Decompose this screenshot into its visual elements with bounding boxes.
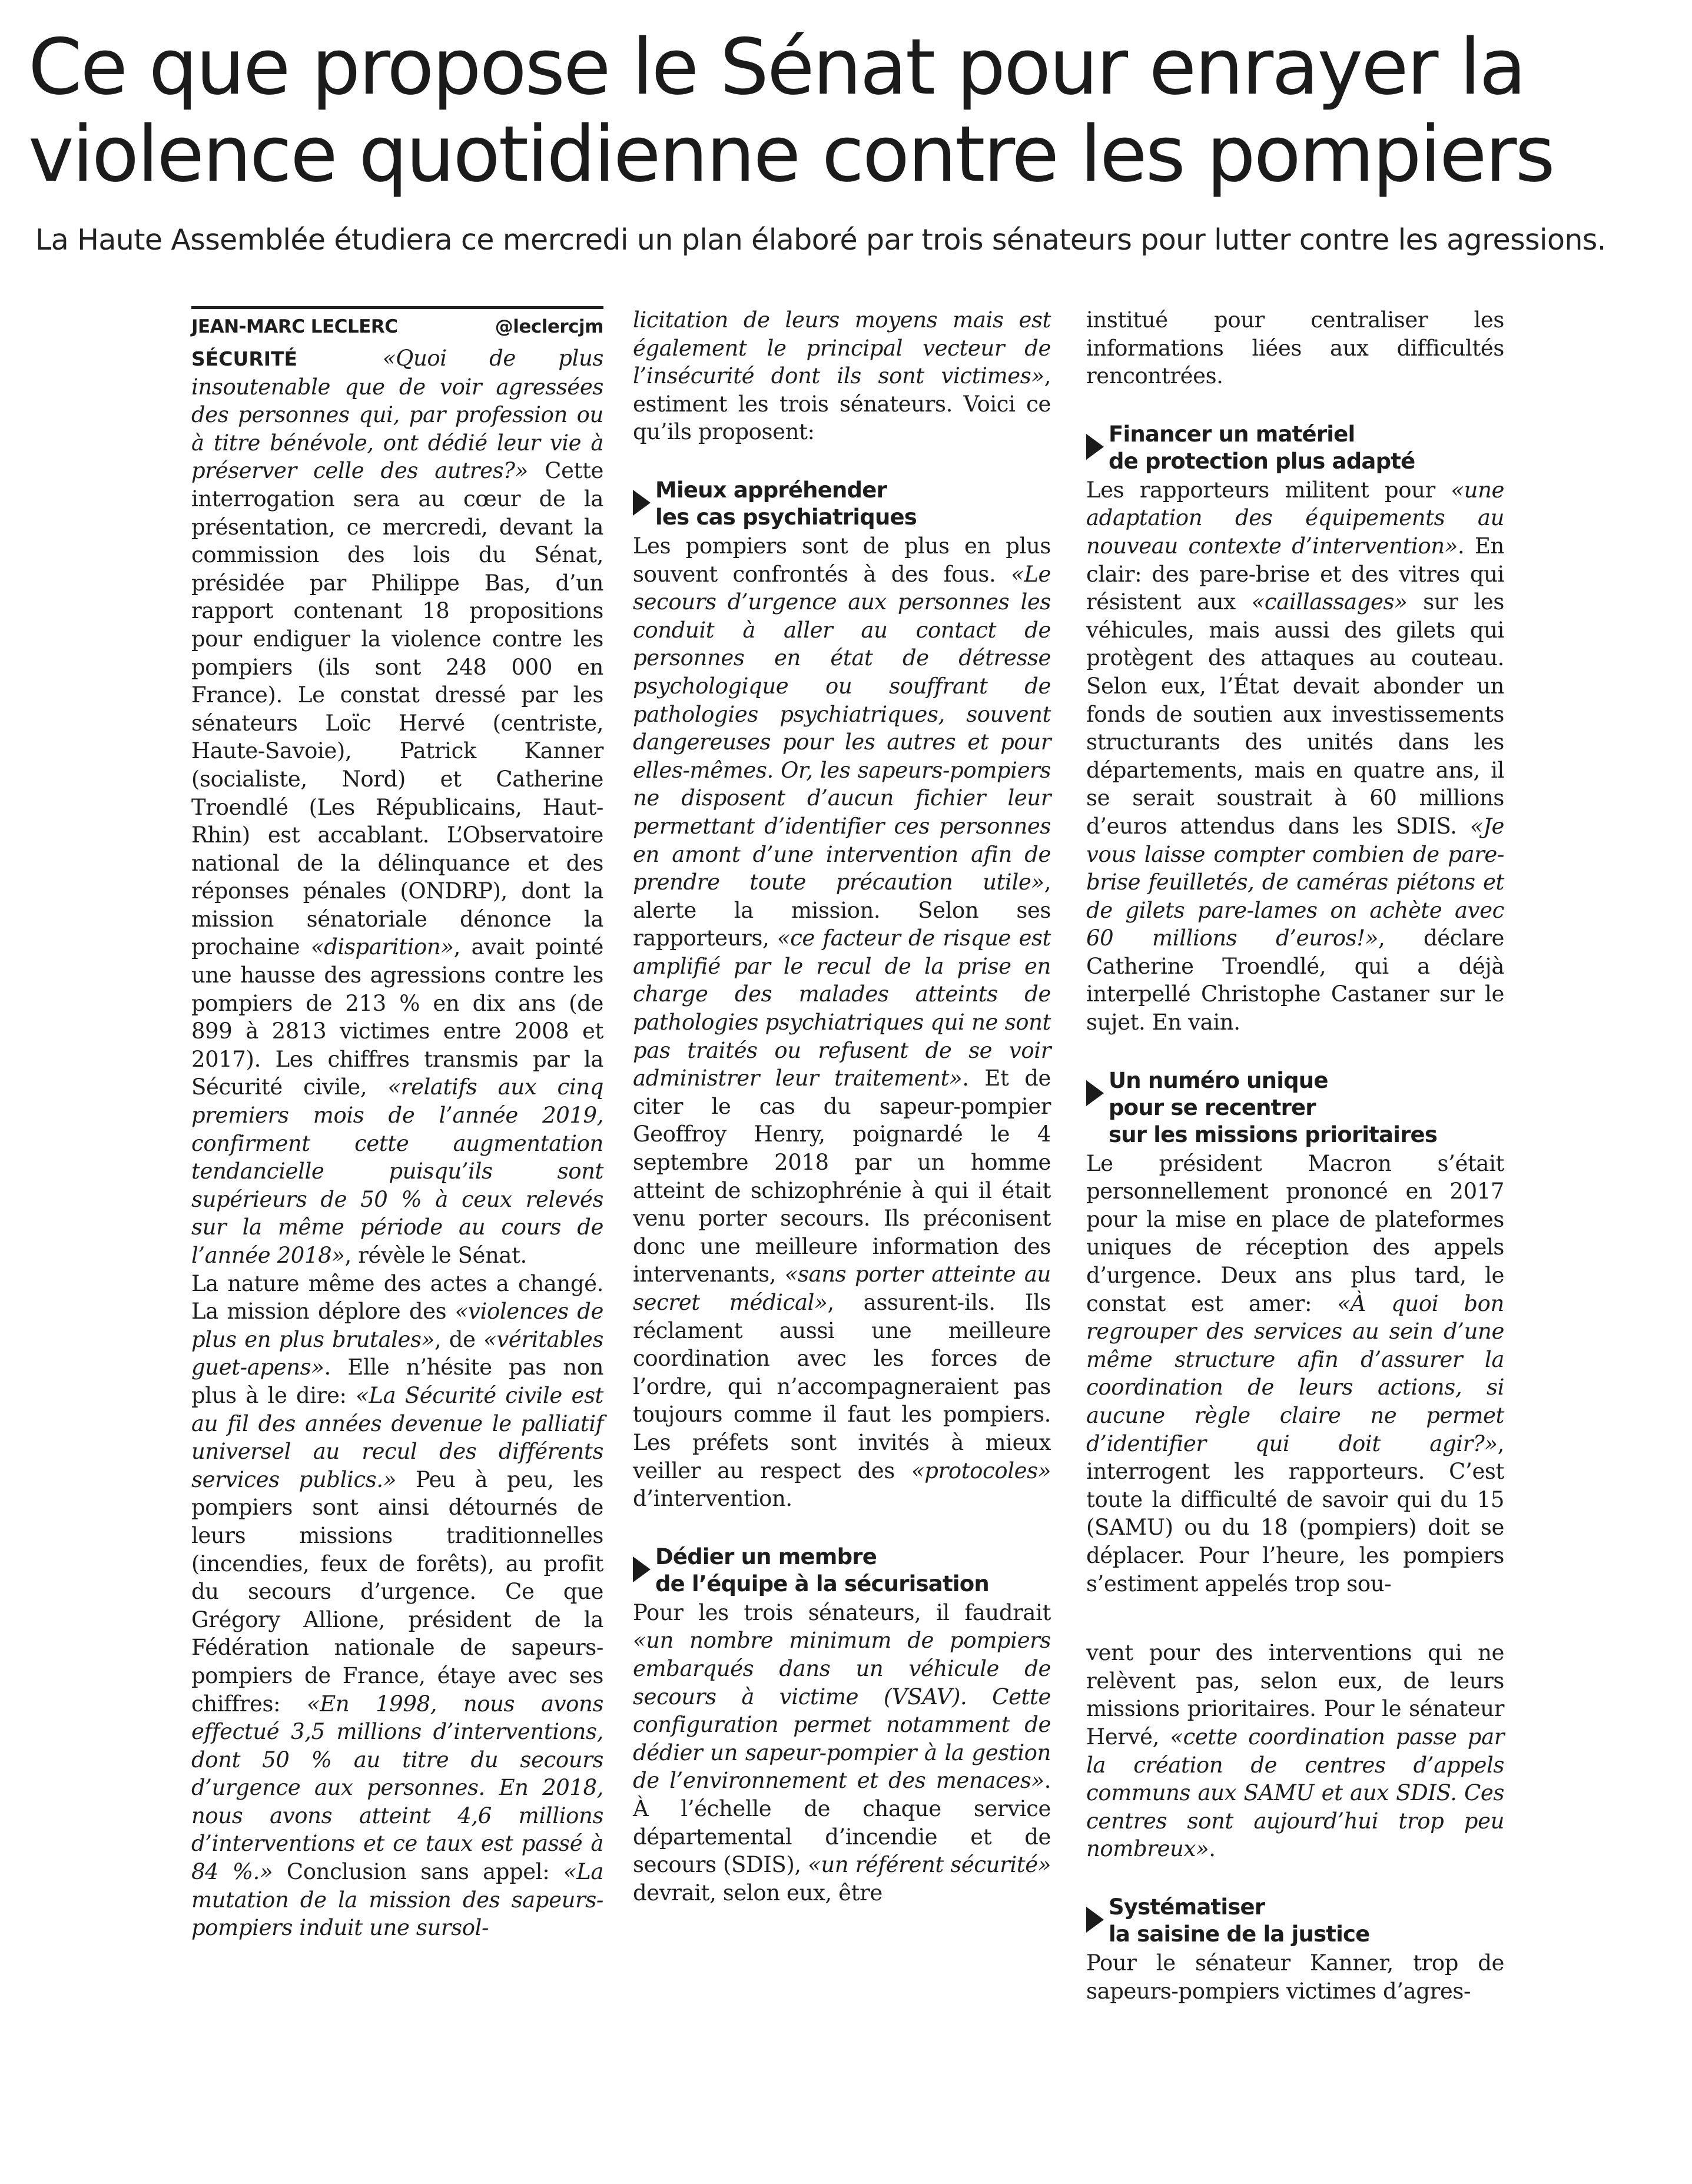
paragraph [1086, 1150, 1504, 1598]
text: , révèle le Sénat. [344, 1243, 527, 1268]
text: . À l’échelle de chaque service départemental d’incendie et de secours (SDIS), [633, 1768, 1051, 1878]
column-2 [633, 306, 1051, 1907]
section-title [655, 1544, 989, 1598]
quote: «En 1998, nous avons effectué 3,5 millions d’interventions, dont 50 % au titre du secours d’urgence aux personnes. En 2018, nous avons atteint 4,6 millions d’interventions et ce taux est passé à 84 %.» [191, 1691, 603, 1885]
text: Peu à peu, les pompiers sont ainsi détournés de leurs missions traditionnelles (incendies, feux de forêts), au profit du secours d’urgence. Ce que Grégory Allione, président de la Fédération nationale de sapeurs-pompiers de France, étaye avec ses chiffres: [191, 1466, 603, 1717]
triangle-bullet-icon [1086, 1080, 1104, 1106]
quote: «À quoi bon regrouper des services au sein d’une même structure afin d’assurer la coordination de leurs actions, si aucune règle claire ne permet d’identifier qui doit agir?» [1086, 1290, 1504, 1456]
quote: «un nombre minimum de pompiers embarqués dans un véhicule de secours à victime (VSAV). Cette configuration permet notamment de dédier un sapeur-pompier à la gestion de l’environnement et des menaces» [633, 1628, 1051, 1794]
section-heading [633, 477, 1051, 531]
paragraph [1086, 476, 1504, 1037]
headline-line-1: Ce que propose le Sénat pour enrayer la [28, 22, 1525, 112]
section-title-line: la saisine de la justice [1109, 1921, 1370, 1947]
paragraph [633, 1599, 1051, 1907]
section-title [655, 477, 917, 531]
section-title [1109, 1067, 1437, 1149]
text: , alerte la mission. Selon ses rapporteurs, [633, 869, 1051, 951]
section-title-line: les cas psychiatriques [655, 504, 917, 530]
quote: «sans porter atteinte au secret médical» [633, 1262, 1051, 1315]
text: , déclare Catherine Troendlé, qui a déjà interpellé Christophe Castaner sur le sujet. En vain. [1086, 925, 1504, 1035]
column-gap [1086, 1598, 1504, 1639]
quote: «relatifs aux cinq premiers mois de l’année 2019, confirment cette augmentation tendancielle puisqu’ils sont supérieurs de 50 % à ceux relevés sur la même période au cours de l’année 2018» [191, 1074, 603, 1268]
section-heading [633, 1544, 1051, 1598]
paragraph [633, 532, 1051, 1513]
section-heading [1086, 1067, 1504, 1149]
section-title-line: Un numéro unique [1109, 1067, 1328, 1093]
section-title-line: Systématiser [1109, 1894, 1265, 1920]
section-title-line: pour se recentrer [1109, 1094, 1316, 1120]
quote: «violences de plus en plus brutales» [191, 1299, 603, 1352]
text: . Elle n’hésite pas non plus à le dire: [191, 1355, 603, 1408]
author-handle: @leclercjm [495, 316, 603, 337]
triangle-bullet-icon [633, 490, 651, 516]
text: d’intervention. [633, 1486, 792, 1512]
quote: «protocoles» [911, 1458, 1051, 1483]
rubric-label: SÉCURITÉ [191, 347, 298, 370]
section-title [1109, 1894, 1369, 1948]
section-title-line: Financer un matériel [1109, 421, 1355, 447]
headline-line-2: violence quotidienne contre les pompiers [28, 109, 1554, 199]
section-title-line: de l’équipe à la sécurisation [655, 1571, 989, 1596]
text: . En clair: des pare-brise et des vitres qui résistent aux [1086, 533, 1504, 615]
text: Le président Macron s’était personnellement prononcé en 2017 pour la mise en place de plateformes uniques de réception des appels d’urgence. Deux ans plus tard, le constat est amer: [1086, 1150, 1504, 1316]
text: sur les véhicules, mais aussi des gilets qui protègent des attaques au couteau. Selon eux, l’État devait abonder un fonds de soutien aux investissements structurants des unités dans les départements, mais en quatre ans, il se serait soustrait à 60 millions d’euros attendus dans les SDIS. [1086, 589, 1504, 839]
intro-paragraph [191, 344, 603, 1270]
text: Conclusion sans appel: [273, 1859, 563, 1885]
triangle-bullet-icon [633, 1556, 651, 1582]
quote: «Je vous laisse compter combien de pare-brise feuilletés, de caméras piétons et de gilets pare-lames on achète avec 60 millions d’euros!» [1086, 813, 1504, 951]
text: Les rapporteurs militent pour [1086, 477, 1451, 503]
text: La nature même des actes a changé. La mission déplore des [191, 1270, 603, 1325]
paragraph [633, 306, 1051, 446]
column-3 [1086, 306, 1504, 2005]
quote: «véritables guet-apens» [191, 1326, 603, 1380]
paragraph [1086, 1639, 1504, 1863]
triangle-bullet-icon [1086, 434, 1104, 460]
headline [28, 24, 1665, 198]
quote: «La mutation de la mission des sapeurs-pompiers induit une sursol- [191, 1859, 603, 1941]
quote: «Le secours d’urgence aux personnes les conduit à aller au contact de personnes en état de détresse psychologique ou souffrant de pathologies psychiatriques, souvent dangereuses pour les autres et pour elles-mêmes. Or, les sapeurs-pompiers ne disposent d’aucun fichier leur permettant d’identifier ces personnes en amont d’une intervention afin de prendre toute précaution utile» [633, 561, 1051, 895]
text: Pour les trois sénateurs, il faudrait [633, 1599, 1051, 1625]
text: vent pour des interventions qui ne relèvent pas, selon eux, de leurs missions prioritaires. Pour le sénateur Hervé, [1086, 1640, 1504, 1750]
quote: «cette coordination passe par la création de centres d’appels communs aux SAMU et aux SDIS. Ces centres sont aujourd’hui trop peu nombreux» [1086, 1724, 1505, 1862]
quote: «caillassages» [1251, 589, 1408, 615]
text: , assurent-ils. Ils réclament aussi une meilleure coordination avec les forces de l’ordre, qui n’accompagneraient pas toujours comme il faut les pompiers. Les préfets sont invités à mieux veiller au respect des [633, 1290, 1051, 1483]
section-heading [1086, 421, 1504, 475]
section-title-line: Dédier un membre [655, 1544, 877, 1569]
section-title-line: sur les missions prioritaires [1109, 1121, 1438, 1147]
author-name: JEAN-MARC LECLERC [191, 316, 398, 337]
text: , interrogent les rapporteurs. C’est toute la difficulté de savoir qui du 15 (SAMU) ou du 18 (pompiers) doit se déplacer. Pour l’heure, les pompiers s’estiment appelés trop sou- [1086, 1430, 1504, 1596]
text: . Et de citer le cas du sapeur-pompier Geoffroy Henry, poignardé le 4 septembre 2018 par un homme atteint de schizophrénie à qui il était venu porter secours. Ils préconisent donc une meilleure information des intervenants, [633, 1066, 1051, 1287]
paragraph [191, 1270, 603, 1942]
section-title [1109, 421, 1415, 475]
text: , de [434, 1326, 484, 1352]
byline [191, 306, 603, 342]
text: , avait pointé une hausse des agressions contre les pompiers de 213 % en dix ans (de 899 à 2813 victimes entre 2008 et 2017). Les chiffres transmis par la Sécurité civile, [191, 934, 603, 1100]
text: Les pompiers sont de plus en plus souvent confrontés à des fous. [633, 533, 1051, 587]
section-title-line: de protection plus adapté [1109, 448, 1415, 474]
triangle-bullet-icon [1086, 1907, 1104, 1933]
text: . [1209, 1836, 1216, 1862]
deck: La Haute Assemblée étudiera ce mercredi un plan élaboré par trois sénateurs pour lutter contre les agressions. [35, 223, 1606, 257]
section-heading [1086, 1894, 1504, 1948]
text: , estiment les trois sénateurs. Voici ce qu’ils proposent: [633, 363, 1051, 445]
text: Cette interrogation sera au cœur de la présentation, ce mercredi, devant la commission des lois du Sénat, présidée par Philippe Bas, d’un rapport contenant 18 propositions pour endiguer la violence contre les pompiers (ils sont 248 000 en France). Le constat dressé par les sénateurs Loïc Hervé (centriste, Haute-Savoie), Patrick Kanner (socialiste, Nord) et Catherine Troendlé (Les Républicains, Haut-Rhin) est accablant. L’Observatoire national de la délinquance et des réponses pénales (ONDRP), dont la mission sénatoriale dénonce la prochaine [191, 458, 604, 960]
paragraph: Pour le sénateur Kanner, trop de sapeurs-pompiers victimes d’agres- [1086, 1950, 1504, 2004]
paragraph: institué pour centraliser les informations liées aux difficultés rencontrées. [1086, 307, 1504, 389]
column-1 [191, 306, 603, 1942]
quote: «Quoi de plus insoutenable que de voir agressées des personnes qui, par profession ou à titre bénévole, ont dédié leur vie à préserver celle des autres?» [191, 346, 603, 484]
quote: «ce facteur de risque est amplifié par le recul de la prise en charge des malades atteints de pathologies psychiatriques qui ne sont pas traités ou refusent de se voir administrer leur traitement» [633, 925, 1051, 1091]
section-title-line: Mieux appréhender [655, 477, 887, 503]
quote: «La Sécurité civile est au fil des années devenue le palliatif universel au recul des différents services publics.» [191, 1382, 603, 1492]
text: devrait, selon eux, être [633, 1880, 883, 1906]
quote: «une adaptation des équipements au nouveau contexte d’intervention» [1086, 477, 1504, 559]
quote: «un référent sécurité» [808, 1852, 1051, 1878]
quote: «disparition» [310, 934, 454, 960]
quote: licitation de leurs moyens mais est également le principal vecteur de l’insécurité dont ils sont victimes» [633, 307, 1051, 389]
